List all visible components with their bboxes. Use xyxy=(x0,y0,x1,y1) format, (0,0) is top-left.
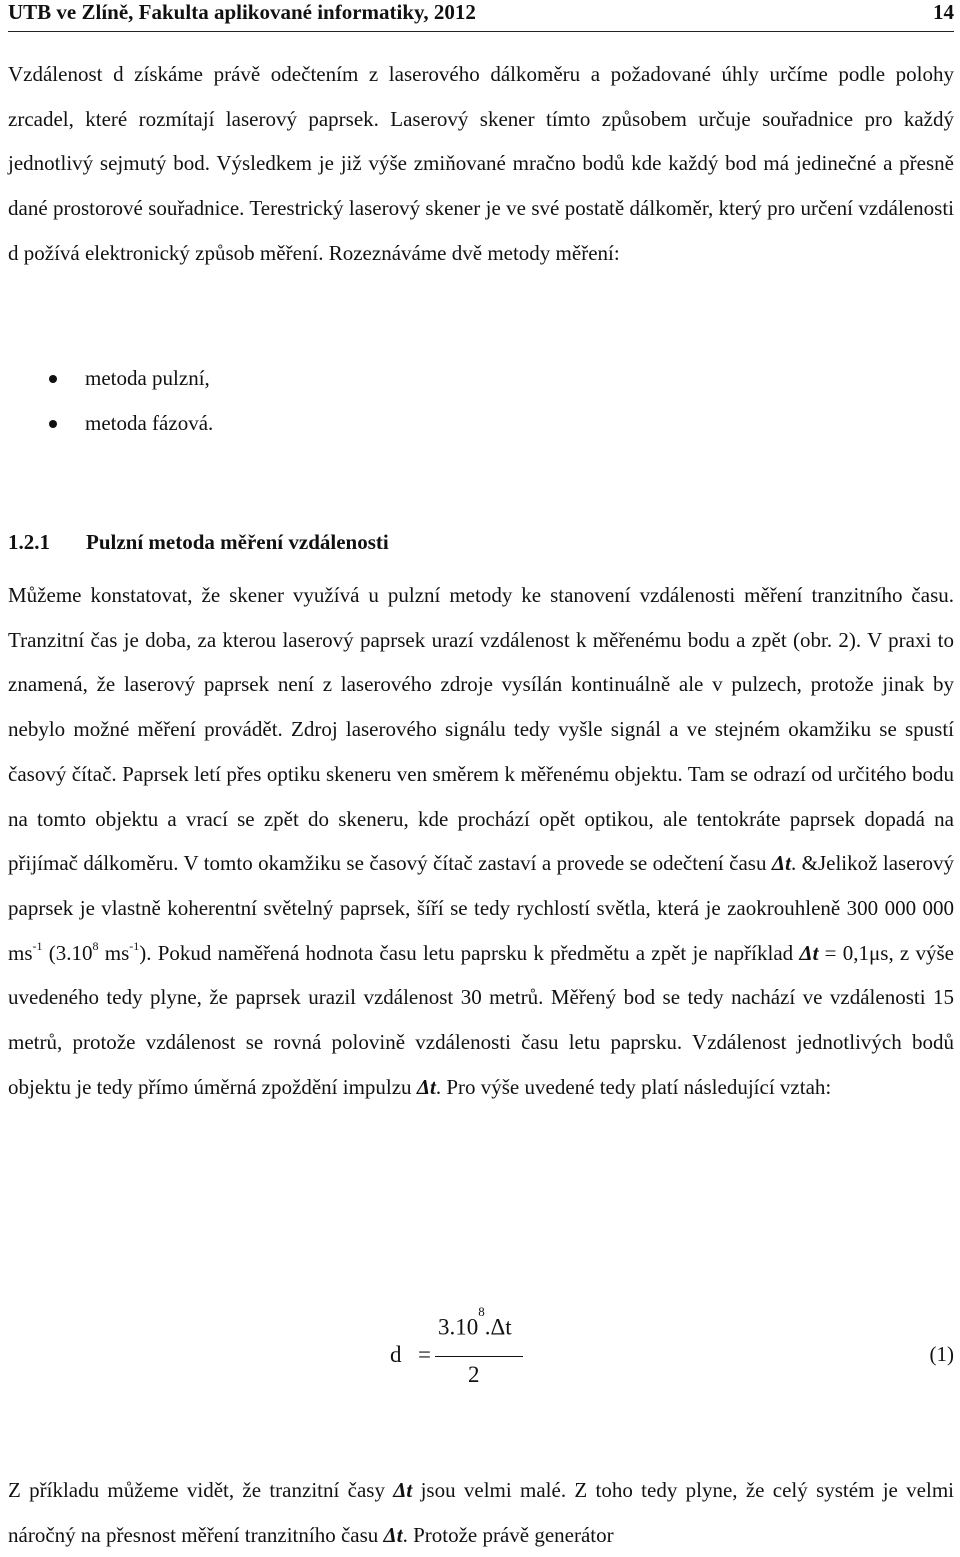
page-number: 14 xyxy=(933,0,954,24)
method-list xyxy=(0,356,500,446)
text-run: Z příkladu můžeme vidět, že tranzitní časy xyxy=(8,1478,385,1502)
paragraph-pulse-method xyxy=(8,573,954,1109)
numerator-delta: .Δt xyxy=(484,1314,512,1340)
formula-denominator: 2 xyxy=(468,1362,480,1387)
superscript: -1 xyxy=(129,938,140,953)
section-number: 1.2.1 xyxy=(8,530,50,554)
paragraph-intro: Vzdálenost d získáme právě odečtením z laserového dálkoměru a požadované úhly určíme podle polohy zrcadel, které rozmítají laserový paprsek. Laserový skener tímto způsobem určuje souřadnice pro každý jednotlivý sejmutý bod. Výsledkem je již výše zmiňované mračno bodů kde každý bod má jedinečné a přesně dané prostorové souřadnice. Terestrický laserový skener je ve své postatě dálkoměr, který pro určení vzdálenosti d požívá elektronický způsob měření. Rozeznáváme dvě metody měření: xyxy=(8,62,954,265)
list-item-text: metoda pulzní, xyxy=(85,366,210,390)
bullet-icon xyxy=(49,420,57,428)
distance-formula xyxy=(390,1304,550,1394)
list-item-text: metoda fázová. xyxy=(85,411,214,435)
numerator-base: 3.10 xyxy=(438,1314,479,1340)
delta-t-symbol: Δt xyxy=(799,940,819,965)
paragraph-conclusion xyxy=(8,1468,954,1557)
delta-t-symbol: Δt xyxy=(393,1478,413,1502)
delta-t-symbol: Δt xyxy=(383,1522,403,1547)
list-item xyxy=(0,356,500,401)
formula-lhs: d xyxy=(390,1342,402,1367)
text-run: . Protože právě generátor xyxy=(402,1522,614,1547)
text-run: ). Pokud naměřená hodnota času letu paprsku k předmětu a zpět je například xyxy=(139,940,794,965)
text-run: = 0,1μs, z výše uvedeného tedy plyne, že paprsek urazil vzdálenost 30 metrů. Měřený bod se tedy nachází ve vzdálenosti 15 metrů, protože vzdálenost se rovná polovině vzdálenosti času letu paprsku. Vzdálenost jednotlivých bodů objektu je tedy přímo úměrná zpoždění impulzu xyxy=(8,940,954,1099)
text-run: (3.10 xyxy=(42,940,93,965)
text-run: jsou velmi malé. Z toho tedy plyne, že celý systém je velmi náročný na přesnost měření tranzitního času xyxy=(8,1478,954,1547)
list-item xyxy=(0,401,500,446)
header-divider xyxy=(8,31,954,32)
header-title: UTB ve Zlíně, Fakultа aplikované informatiky, 2012 xyxy=(8,0,476,24)
text-run: ms xyxy=(98,940,130,965)
delta-t-symbol: Δt xyxy=(771,851,791,876)
bullet-icon xyxy=(49,375,57,383)
section-title: Pulzní metoda měření vzdálenosti xyxy=(86,530,389,554)
text-run: . Pro výše uvedené tedy platí následující vztah: xyxy=(435,1074,832,1099)
superscript: -1 xyxy=(32,938,43,953)
fraction-bar xyxy=(435,1356,523,1357)
page-header xyxy=(8,0,954,26)
delta-t-symbol: Δt xyxy=(416,1074,436,1099)
text-run: . &Jelikož laserový paprsek je vlastně koherentní světelný paprsek, šíří se tedy rychlostí světla, která je zaokrouhleně 300 000 000 ms xyxy=(8,851,955,965)
superscript: 8 xyxy=(92,938,99,953)
section-heading xyxy=(8,522,389,562)
text-run: Můžeme konstatovat, že skener využívá u pulzní metody ke stanovení vzdálenosti měření tranzitního času. Tranzitní čas je doba, za kterou laserový paprsek urazí vzdálenost k měřenému bodu a zpět (obr. 2). V praxi to znamená, že laserový paprsek není z laserového zdroje vysílán kontinuálně ale v pulzech, protože jinak by nebylo možné měření provádět. Zdroj laserového signálu tedy vyšle signál a ve stejném okamžiku se spustí časový čítač. Paprsek letí přes optiku skeneru ven směrem k měřenému objektu. Tam se odrazí od určitého bodu na tomto objektu a vrací se zpět do skeneru, kde prochází opět optikou, ale tentokráte paprsek dopadá na přijímač dálkoměru. V tomto okamžiku se časový čítač zastaví a provede se odečtení času xyxy=(8,583,954,876)
equation-number: (1) xyxy=(929,1342,954,1366)
numerator-exponent: 8 xyxy=(478,1304,485,1319)
formula-equals: = xyxy=(418,1342,431,1367)
formula-numerator xyxy=(438,1304,512,1341)
